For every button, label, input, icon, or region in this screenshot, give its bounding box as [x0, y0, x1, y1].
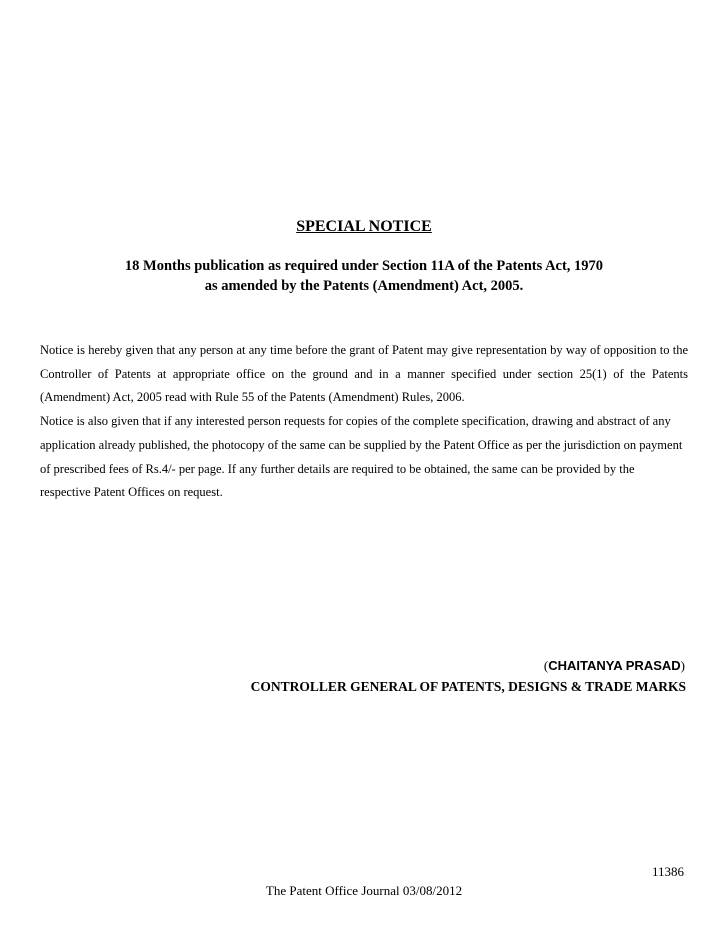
subtitle-line-1: 18 Months publication as required under Section 11A of the Patents Act, 1970: [124, 258, 604, 274]
notice-body: [40, 339, 688, 505]
notice-paragraph-1: Notice is hereby given that any person at any time before the grant of Patent may give representation by way of opposition to the Controller of Patents at appropriate office on the ground and in a manner specified under section 25(1) of the Patents (Amendment) Act, 2005 read with Rule 55 of the Patents (Amendment) Rules, 2006.: [40, 343, 688, 405]
close-paren: ): [680, 658, 685, 673]
signatory-name-text: CHAITANYA PRASAD: [548, 658, 681, 673]
notice-title-text: SPECIAL NOTICE: [296, 218, 432, 235]
subtitle-line-2: as amended by the Patents (Amendment) Act, 2005.: [204, 278, 524, 294]
notice-title: [0, 218, 728, 236]
page-footer: [0, 883, 728, 899]
notice-paragraph-2: Notice is also given that if any interested person requests for copies of the complete specification, drawing and abstract of any application already published, the photocopy of the same can be supplied by the Patent Office as per the jurisdiction on payment of prescribed fees of Rs.4/- per page. If any further details are required to be obtained, the same can be provided by the respective Patent Offices on request.: [40, 414, 683, 500]
signatory-name: [544, 658, 685, 674]
page-number: 11386: [651, 864, 684, 879]
signatory-title: CONTROLLER GENERAL OF PATENTS, DESIGNS & TRADE MARKS: [250, 679, 686, 694]
notice-subtitle: [0, 256, 728, 296]
footer-text: The Patent Office Journal 03/08/2012: [265, 883, 463, 898]
open-paren: (: [543, 658, 549, 673]
